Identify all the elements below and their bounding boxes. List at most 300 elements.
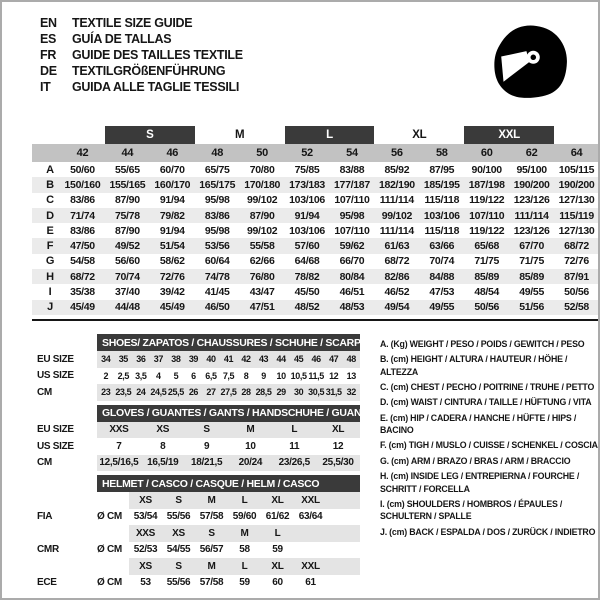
helmet-size-band (129, 525, 360, 542)
size-value-cell: 46/52 (384, 286, 410, 299)
size-value-cell: 111/114 (379, 224, 414, 237)
helmet-size-cell: XS (139, 560, 152, 572)
size-value-cell: 91/94 (159, 224, 185, 237)
size-value-cell: 99/102 (246, 224, 278, 237)
helmet-size-cell: M (207, 560, 216, 572)
helmet-value-cell: 59 (239, 577, 250, 589)
shoes-table (37, 334, 368, 401)
table-row (37, 455, 362, 472)
size-value-cell: 39/42 (159, 286, 185, 299)
size-value-cell: 83/86 (70, 224, 95, 237)
size-value-cell: 87/91 (564, 270, 589, 283)
gloves-table-title: GLOVES / GUANTES / GANTS / HANDSCHUHE / GUANTI (97, 405, 360, 422)
size-value-cell: 105/115 (558, 163, 595, 176)
size-header-cell: 64 (570, 147, 583, 159)
unit-label: Ø CM (97, 544, 122, 556)
glove-size-cell: L (291, 424, 298, 436)
size-value-cell: 103/106 (423, 209, 460, 222)
size-value-cell: 103/106 (289, 194, 325, 207)
shoes-table-title: SHOES/ ZAPATOS / CHAUSSURES / SCHUHE / SCARPE (97, 334, 360, 351)
size-header-cell: 44 (121, 147, 134, 159)
row-label: ECE (37, 577, 57, 589)
size-value-cell: 51/54 (159, 240, 185, 253)
size-value-cell: 127/130 (558, 224, 595, 237)
size-value-cell: 49/52 (114, 240, 140, 253)
table-row (32, 269, 599, 284)
size-value-cell: 111/114 (514, 209, 549, 222)
row-label: CM (37, 386, 52, 398)
helmet-value-cell: 55/56 (166, 511, 191, 523)
size-value-cell: 53/56 (204, 240, 230, 253)
size-value-cell: 90/100 (471, 163, 502, 176)
size-value-cell: 79/82 (159, 209, 185, 222)
size-value-cell: 75/85 (294, 163, 320, 176)
size-value-cell: 35/38 (70, 286, 95, 299)
shoe-size-cell: 28,5 (255, 387, 272, 398)
row-label: EU SIZE (37, 424, 74, 436)
size-value-cell: 87/90 (114, 224, 140, 237)
size-value-cell: 78/82 (294, 270, 320, 283)
size-value-cell: 185/195 (423, 178, 460, 191)
size-group-label: L (285, 126, 375, 144)
size-value-cell: 115/119 (559, 209, 594, 222)
table-row (32, 177, 599, 192)
shoe-size-cell: 12 (329, 370, 339, 381)
unit-label: Ø CM (97, 511, 122, 523)
table-row (37, 384, 362, 401)
shoe-size-cell: 27 (206, 387, 216, 398)
helmet-value-cell: 59 (272, 544, 283, 556)
measurement-legend (380, 338, 600, 541)
helmet-size-cell: S (175, 494, 182, 506)
size-value-cell: 47/53 (429, 286, 455, 299)
row-label: G (45, 255, 55, 268)
size-value-cell: 54/58 (70, 255, 95, 268)
language-row (40, 79, 243, 95)
size-value-cell: 65/68 (474, 240, 500, 253)
size-value-cell: 85/92 (384, 163, 410, 176)
language-row (40, 47, 243, 63)
helmet-value-cell: 54/55 (166, 544, 191, 556)
size-value-cell: 99/102 (381, 209, 413, 222)
helmet-value-band (129, 575, 360, 592)
row-label: H (46, 270, 54, 283)
shoe-size-cell: 31,5 (325, 387, 342, 398)
size-value-cell: 51/56 (519, 301, 544, 314)
size-value-cell: 99/102 (246, 194, 278, 207)
helmet-size-cell: XL (271, 560, 284, 572)
size-value-cell: 190/200 (513, 178, 550, 191)
helmet-values-row (37, 575, 362, 592)
measurement-rows (32, 162, 599, 315)
helmet-values-row (37, 509, 362, 526)
table-row (37, 438, 362, 455)
size-value-cell: 66/70 (339, 255, 365, 268)
size-value-cell: 95/98 (204, 224, 230, 237)
helmet-value-band (129, 542, 360, 559)
size-value-cell: 107/110 (469, 209, 505, 222)
value-band (97, 368, 360, 385)
helmet-value-cell: 61 (305, 577, 316, 589)
glove-size-cell: 23/26,5 (278, 457, 310, 469)
table-row (32, 300, 599, 315)
shoe-size-cell: 28 (241, 387, 251, 398)
size-value-cell: 70/74 (429, 255, 455, 268)
size-value-cell: 50/56 (474, 301, 500, 314)
size-value-cell: 45/49 (70, 301, 95, 314)
size-group-label (554, 126, 599, 144)
helmet-value-cell: 53 (140, 577, 151, 589)
size-value-cell: 115/118 (424, 224, 460, 237)
legend-item: G. (cm) ARM / BRAZO / BRAS / ARM / BRACCIO (380, 455, 571, 466)
size-value-cell: 91/94 (159, 194, 185, 207)
shoe-size-cell: 6 (191, 370, 196, 381)
row-label: D (46, 209, 54, 222)
size-value-cell: 60/64 (204, 255, 230, 268)
helmet-value-cell: 59/60 (232, 511, 257, 523)
table-row (37, 422, 362, 439)
value-band (97, 438, 360, 455)
size-value-cell: 123/126 (513, 194, 550, 207)
size-header-cell: 60 (480, 147, 493, 159)
glove-size-cell: 10 (245, 440, 256, 452)
helmet-size-cell: XL (271, 494, 284, 506)
size-value-cell: 52/58 (564, 301, 589, 314)
table-row (32, 193, 599, 208)
size-value-cell: 45/49 (159, 301, 185, 314)
shoe-size-cell: 30,5 (308, 387, 325, 398)
glove-size-cell: XL (331, 424, 345, 436)
glove-size-cell: 12 (332, 440, 344, 452)
shoe-size-cell: 9 (261, 370, 266, 381)
table-row (32, 162, 599, 177)
glove-size-cell: 25,5/30 (322, 457, 354, 469)
row-label: J (47, 301, 53, 314)
size-value-cell: 71/75 (519, 255, 544, 268)
table-row (32, 223, 599, 238)
size-value-cell: 47/50 (70, 240, 95, 253)
size-value-cell: 80/84 (339, 270, 365, 283)
size-value-cell: 127/130 (558, 194, 595, 207)
shoe-size-cell: 10 (276, 370, 286, 381)
size-value-cell: 83/86 (204, 209, 230, 222)
helmet-table (37, 475, 362, 591)
size-value-cell: 70/74 (114, 270, 140, 283)
glove-size-cell: 16,5/19 (147, 457, 179, 469)
size-value-cell: 119/122 (469, 224, 505, 237)
helmet-sizes-row (37, 492, 362, 509)
size-value-cell: 87/95 (429, 163, 455, 176)
shoe-size-cell: 42 (241, 354, 251, 365)
helmet-value-cell: 55/56 (166, 577, 191, 589)
row-label: B (46, 178, 54, 191)
size-value-cell: 173/183 (289, 178, 325, 191)
size-value-cell: 48/53 (339, 301, 365, 314)
shoe-size-cell: 37 (153, 354, 163, 365)
row-label: A (46, 163, 54, 176)
shoe-size-cell: 24 (136, 387, 146, 398)
helmet-size-cell: L (274, 527, 281, 539)
size-value-cell: 111/114 (379, 194, 414, 207)
size-value-cell: 37/40 (114, 286, 140, 299)
shoe-size-cell: 48 (346, 354, 356, 365)
gloves-table (37, 405, 370, 472)
table-row (32, 284, 599, 299)
shoe-size-cell: 5 (173, 370, 179, 381)
shoe-size-cell: 2 (103, 370, 109, 381)
helmet-value-cell: 57/58 (199, 511, 224, 523)
size-value-cell: 43/47 (249, 286, 275, 299)
size-header-cell: 48 (211, 147, 224, 159)
shoe-size-cell: 7,5 (222, 370, 235, 381)
shoe-size-cell: 25,5 (167, 387, 184, 398)
helmet-table-title: HELMET / CASCO / CASQUE / HELM / CASCO (97, 475, 360, 492)
size-header-cell: 56 (391, 147, 403, 159)
shoe-size-cell: 11,5 (308, 370, 324, 381)
shoe-size-cell: 43 (258, 354, 269, 365)
size-value-cell: 50/60 (70, 163, 95, 176)
language-title: GUIDE DES TAILLES TEXTILE (72, 48, 243, 62)
size-value-cell: 49/54 (384, 301, 410, 314)
glove-size-cell: XXS (109, 424, 129, 436)
legend-item: E. (cm) HIP / CADERA / HANCHE / HÜFTE / HIPS / BACINO (380, 412, 577, 436)
helmet-size-cell: XXL (301, 494, 320, 506)
size-value-cell: 68/72 (70, 270, 95, 283)
helmet-size-band (129, 492, 360, 509)
glove-size-cell: 12,5/16,5 (99, 457, 139, 469)
shoe-size-cell: 41 (223, 354, 234, 365)
glove-size-cell: 7 (116, 440, 122, 452)
row-label: EU SIZE (37, 353, 74, 365)
helmet-sizes-row (37, 558, 362, 575)
helmet-icon (489, 18, 573, 108)
glove-size-cell: 11 (289, 440, 300, 452)
size-group-label: XXL (464, 126, 554, 144)
glove-size-cell: S (203, 424, 210, 436)
shoe-size-cell: 26 (188, 387, 199, 398)
helmet-size-cell: M (240, 527, 249, 539)
size-value-cell: 107/110 (334, 194, 370, 207)
size-value-cell: 187/198 (468, 178, 505, 191)
glove-size-cell: 8 (160, 440, 166, 452)
size-header-cell: 52 (301, 147, 313, 159)
size-value-cell: 182/190 (378, 178, 415, 191)
helmet-value-cell: 61/62 (265, 511, 290, 523)
shoe-size-cell: 24,5 (150, 387, 167, 398)
language-title: TEXTILGRÖßENFÜHRUNG (72, 64, 226, 78)
shoe-size-cell: 47 (329, 354, 339, 365)
table-row (32, 254, 599, 269)
value-band (97, 422, 360, 439)
size-group-label (32, 126, 105, 144)
helmet-size-cell: M (207, 494, 216, 506)
helmet-value-cell: 58 (239, 544, 250, 556)
glove-size-cell: 20/24 (238, 457, 263, 469)
size-value-cell: 49/55 (429, 301, 455, 314)
size-value-cell: 57/60 (294, 240, 320, 253)
row-label: F (46, 240, 54, 253)
size-value-cell: 83/88 (339, 163, 365, 176)
helmet-values-row (37, 542, 362, 559)
language-row (40, 15, 243, 31)
section-divider (32, 319, 598, 321)
size-value-cell: 70/80 (249, 163, 275, 176)
size-group-label: S (105, 126, 195, 144)
shoe-size-cell: 23,5 (115, 387, 132, 398)
size-group-label: XL (412, 129, 427, 141)
size-value-cell: 71/74 (70, 209, 95, 222)
shoe-size-cell: 10,5 (290, 370, 307, 381)
size-value-cell: 64/68 (294, 255, 320, 268)
size-value-cell: 46/51 (339, 286, 365, 299)
size-value-cell: 91/94 (294, 209, 320, 222)
language-title: GUIDA ALLE TAGLIE TESSILI (72, 80, 240, 94)
size-value-cell: 87/90 (114, 194, 140, 207)
size-value-cell: 84/88 (429, 270, 455, 283)
size-value-cell: 60/70 (159, 163, 185, 176)
table-row (37, 351, 362, 368)
shoe-size-cell: 4 (156, 370, 161, 381)
legend-item: A. (Kg) WEIGHT / PESO / POIDS / GEWITCH / PESO (380, 339, 585, 349)
legend-item: C. (cm) CHEST / PECHO / POITRINE / TRUHE / PETTO (380, 382, 595, 393)
helmet-size-cell: L (241, 560, 248, 572)
size-header-cell: 42 (76, 147, 89, 159)
shoe-size-cell: 36 (136, 354, 146, 365)
size-value-cell: 74/78 (204, 270, 230, 283)
language-code: EN (40, 16, 57, 30)
size-value-cell: 48/52 (294, 301, 320, 314)
size-value-cell: 155/165 (109, 178, 146, 191)
row-label: CMR (37, 544, 59, 556)
row-label: I (48, 286, 52, 299)
language-code: DE (40, 64, 57, 78)
size-value-cell: 46/50 (204, 301, 230, 314)
language-code: ES (40, 32, 57, 46)
size-value-cell: 47/51 (249, 301, 275, 314)
language-title: GUÍA DE TALLAS (72, 32, 172, 46)
size-value-cell: 55/65 (114, 163, 140, 176)
size-value-cell: 59/62 (339, 240, 365, 253)
row-label: US SIZE (37, 370, 74, 382)
row-label: E (46, 224, 54, 237)
size-value-cell: 85/89 (519, 270, 544, 283)
helmet-size-cell: L (241, 494, 248, 506)
legend-item: B. (cm) HEIGHT / ALTURA / HAUTEUR / HÖHE / ALTEZZA (380, 354, 568, 377)
helmet-size-cell: XS (139, 494, 152, 506)
value-band (97, 455, 360, 472)
language-code: IT (40, 80, 51, 94)
size-value-cell: 150/160 (64, 178, 101, 191)
legend-item: H. (cm) INSIDE LEG / ENTREPIERNA / FOURCHE / SCHRITT / FORCELLA (380, 471, 580, 494)
helmet-size-cell: XXS (135, 527, 156, 539)
row-label: US SIZE (37, 440, 74, 452)
shoe-size-cell: 40 (206, 354, 216, 365)
size-value-cell: 95/98 (204, 194, 230, 207)
language-code: FR (40, 48, 57, 62)
size-value-cell: 87/90 (249, 209, 275, 222)
size-value-cell: 50/56 (564, 286, 589, 299)
shoe-size-cell: 8 (243, 370, 249, 381)
size-value-cell: 68/72 (564, 240, 589, 253)
helmet-value-band (129, 509, 360, 526)
size-value-cell: 67/70 (519, 240, 544, 253)
helmet-size-band (129, 558, 360, 575)
size-value-cell: 72/76 (159, 270, 185, 283)
size-value-cell: 58/62 (159, 255, 185, 268)
size-value-cell: 83/86 (70, 194, 95, 207)
glove-size-cell: 9 (203, 440, 210, 452)
size-value-cell: 95/100 (516, 163, 547, 176)
size-value-cell: 123/126 (513, 224, 550, 237)
row-label: CM (37, 457, 52, 469)
table-row (32, 208, 599, 223)
glove-size-cell: M (246, 424, 255, 436)
shoe-size-cell: 6,5 (205, 370, 217, 381)
size-value-cell: 48/54 (474, 286, 500, 299)
size-value-cell: 61/63 (384, 240, 410, 253)
shoe-size-cell: 13 (346, 370, 356, 381)
shoe-size-cell: 29 (276, 387, 286, 398)
language-row (40, 63, 243, 79)
size-value-cell: 44/48 (114, 301, 140, 314)
helmet-value-cell: 60 (272, 577, 283, 589)
unit-label: Ø CM (97, 577, 122, 589)
shoe-size-cell: 27,5 (220, 387, 237, 398)
language-title: TEXTILE SIZE GUIDE (72, 16, 193, 30)
shoe-size-cell: 30 (294, 387, 304, 398)
size-header-cell: 50 (256, 147, 268, 159)
shoe-size-cell: 45 (294, 354, 304, 365)
shoe-size-cell: 38 (171, 354, 181, 365)
glove-size-cell: XS (156, 424, 170, 436)
size-value-cell: 177/187 (334, 178, 370, 191)
size-value-cell: 75/78 (114, 209, 140, 222)
size-value-cell: 63/66 (429, 240, 455, 253)
shoe-size-cell: 44 (276, 354, 286, 365)
size-value-cell: 160/170 (154, 178, 191, 191)
legend-item: D. (cm) WAIST / CINTURA / TAILLE / HÜFTUNG / VITA (380, 397, 592, 408)
row-label: C (46, 194, 54, 207)
legend-item: F. (cm) TIGH / MUSLO / CUISSE / SCHENKEL / COSCIA (380, 440, 598, 451)
size-group-row (32, 126, 599, 144)
size-header-cell: 54 (346, 147, 358, 159)
shoe-size-cell: 39 (188, 354, 199, 365)
size-header-cell: 62 (525, 147, 538, 159)
size-header-row (32, 144, 599, 162)
language-title-list (40, 15, 243, 95)
language-row (40, 31, 243, 47)
size-value-cell: 82/86 (384, 270, 410, 283)
helmet-value-cell: 56/57 (199, 544, 224, 556)
size-value-cell: 95/98 (339, 209, 365, 222)
legend-item: I. (cm) SHOULDERS / HOMBROS / ÉPAULES / SCHULTERN / SPALLE (380, 498, 563, 522)
helmet-value-cell: 53/54 (133, 511, 158, 523)
shoe-size-cell: 46 (311, 354, 321, 365)
size-value-cell: 55/58 (249, 240, 275, 253)
helmet-value-cell: 63/64 (298, 511, 323, 523)
size-value-cell: 56/60 (114, 255, 140, 268)
size-value-cell: 49/55 (519, 286, 544, 299)
size-header-cell: 46 (166, 147, 179, 159)
table-row (32, 238, 599, 253)
size-value-cell: 103/106 (289, 224, 325, 237)
size-value-cell: 119/122 (469, 194, 505, 207)
value-band (97, 351, 360, 368)
accessory-tables (37, 334, 370, 595)
value-band (97, 384, 360, 401)
size-value-cell: 72/76 (564, 255, 589, 268)
size-value-cell: 190/200 (558, 178, 595, 191)
